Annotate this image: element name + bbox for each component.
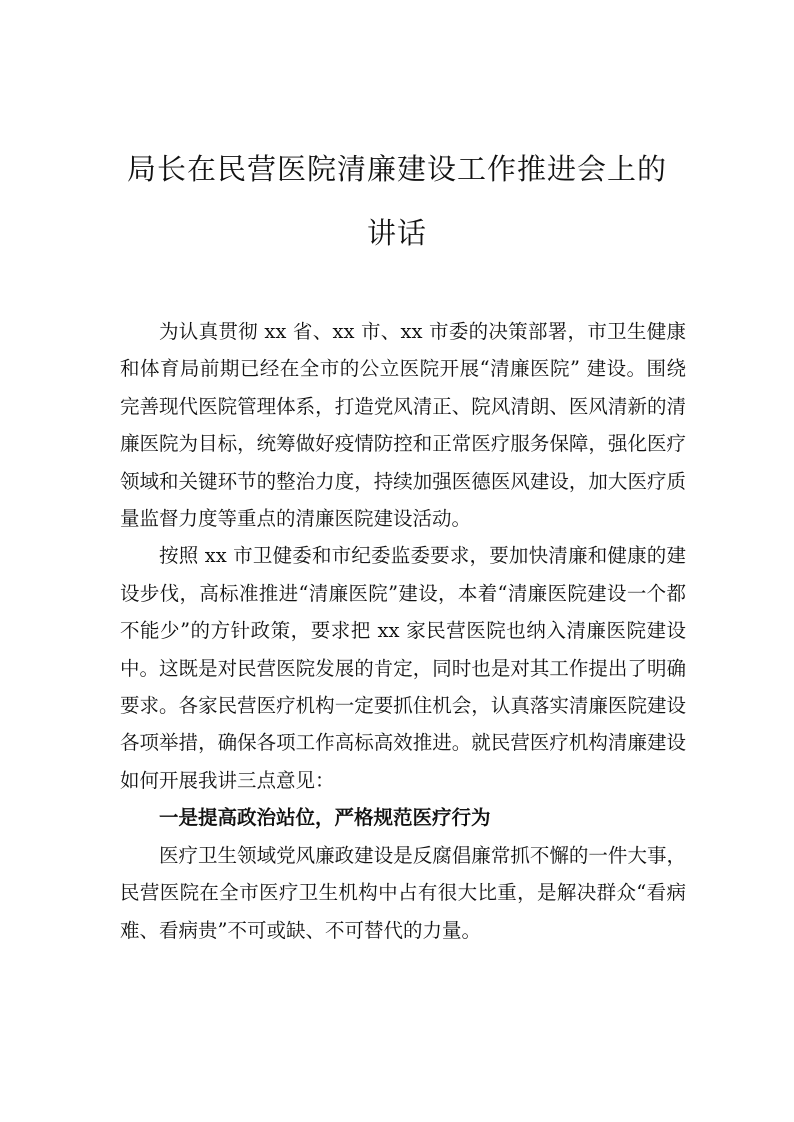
paragraph-section-1: 医疗卫生领域党风廉政建设是反腐倡廉常抓不懈的一件大事，民营医院在全市医疗卫生机构中占有很大比重，是解决群众“看病难、看病贵”不可或缺、不可替代的力量。 <box>120 843 686 942</box>
document-body <box>120 313 686 949</box>
section-heading-1: 一是提高政治站位，严格规范医疗行为 <box>159 806 491 830</box>
document-title-line-1: 局长在民营医院清廉建设工作推进会上的 <box>126 152 667 186</box>
document-title-line-2: 讲话 <box>366 216 427 250</box>
paragraph-intro: 为认真贯彻 xx 省、xx 市、xx 市委的决策部署，市卫生健康和体育局前期已经在全市的公立医院开展“清廉医院” 建设。围绕完善现代医院管理体系，打造党风清正、院风清朗、医风清新的清廉医院为目标，统筹做好疫情防控和正常医疗服务保障，强化医疗领域和关键环节的整治力度，持续加强医德医风建设，加大医疗质量监督力度等重点的清廉医院建设活动。 <box>120 320 686 531</box>
paragraph-requirements: 按照 xx 市卫健委和市纪委监委要求，要加快清廉和健康的建设步伐，高标准推进“清廉医院”建设，本着“清廉医院建设一个都不能少”的方针政策，要求把 xx 家民营医院也纳入清廉医院建设中。这既是对民营医院发展的肯定，同时也是对其工作提出了明确要求。各家民营医疗机构一定要抓住机会，认真落实清廉医院建设各项举措，确保各项工作高标高效推进。就民营医疗机构清廉建设如何开展我讲三点意见： <box>120 544 686 792</box>
